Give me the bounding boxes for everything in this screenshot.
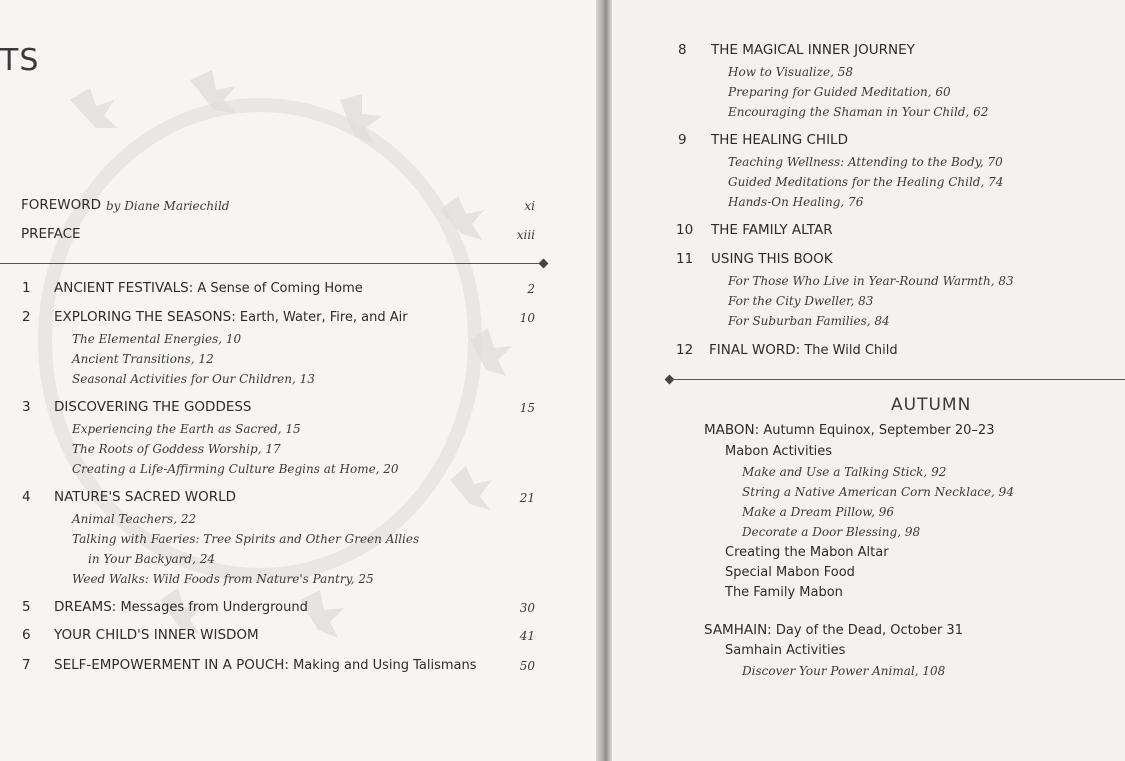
section-entry: For Suburban Families, 84 [728,314,890,328]
section-entry: Seasonal Activities for Our Children, 13 [72,372,315,386]
right-page [612,0,1125,761]
left-divider-rule [0,263,544,264]
chapter-page: 30 [519,601,535,615]
chapter-page: 15 [519,401,535,415]
chapter-title: YOUR CHILD'S INNER WISDOM [54,627,259,643]
chapter-page: 21 [519,491,535,505]
section-entry: Talking with Faeries: Tree Spirits and Other Green Allies [72,532,420,546]
chapter-title: SELF-EMPOWERMENT IN A POUCH: Making and Using Talismans [54,657,477,673]
section-entry: Preparing for Guided Meditation, 60 [728,85,951,99]
section-entry: Creating a Life-Affirming Culture Begins at Home, 20 [72,462,399,476]
foreword-page: xi [524,199,535,213]
section-entry-continued: in Your Backyard, 24 [88,552,215,566]
activity-entry: String a Native American Corn Necklace, 94 [742,485,1014,499]
foreword-title: FOREWORD [21,197,102,213]
chapter-number: 10 [676,222,694,238]
chapter-page: 10 [519,311,535,325]
activity-entry: Make and Use a Talking Stick, 92 [742,465,947,479]
right-divider-rule [670,379,1125,380]
chapter-number: 8 [678,42,687,58]
festival-group-label: Mabon Activities [725,444,833,459]
chapter-number: 11 [676,251,694,267]
section-entry: Encouraging the Shaman in Your Child, 62 [728,105,989,119]
preface-title: PREFACE [21,226,81,242]
festival-title: MABON: Autumn Equinox, September 20–23 [704,422,995,438]
chapter-number: 7 [22,657,31,673]
festival-title: SAMHAIN: Day of the Dead, October 31 [704,622,963,638]
chapter-title: NATURE'S SACRED WORLD [54,489,237,505]
preface-page: xiii [516,228,535,242]
chapter-number: 9 [678,132,687,148]
chapter-title: DISCOVERING THE GODDESS [54,399,252,415]
section-entry: Weed Walks: Wild Foods from Nature's Pantry, 25 [72,572,374,586]
chapter-title: EXPLORING THE SEASONS: Earth, Water, Fire, and Air [54,309,408,325]
section-entry: Hands-On Healing, 76 [728,195,864,209]
activity-entry: Make a Dream Pillow, 96 [742,505,894,519]
chapter-number: 2 [22,309,31,325]
section-entry: Ancient Transitions, 12 [72,352,214,366]
chapter-title: THE HEALING CHILD [711,132,848,148]
festival-group-label: Creating the Mabon Altar [725,545,889,560]
section-entry: For the City Dweller, 83 [728,294,874,308]
chapter-title: DREAMS: Messages from Underground [54,599,308,615]
chapter-number: 5 [22,599,31,615]
section-entry: For Those Who Live in Year-Round Warmth, 83 [728,274,1014,288]
chapter-number: 12 [676,342,694,358]
festival-group-label: Samhain Activities [725,643,846,658]
chapter-number: 4 [22,489,31,505]
section-entry: Teaching Wellness: Attending to the Body, 70 [728,155,1003,169]
section-entry: Animal Teachers, 22 [72,512,197,526]
left-divider-diamond [539,259,549,269]
chapter-title: FINAL WORD: The Wild Child [709,342,898,358]
contents-heading-fragment: TS [0,43,40,78]
season-heading: AUTUMN [891,395,972,415]
chapter-page: 2 [527,282,535,296]
chapter-title: THE FAMILY ALTAR [711,222,833,238]
chapter-title: USING THIS BOOK [711,251,833,267]
chapter-number: 3 [22,399,31,415]
section-entry: Experiencing the Earth as Sacred, 15 [72,422,301,436]
activity-entry: Discover Your Power Animal, 108 [742,664,946,678]
section-entry: The Roots of Goddess Worship, 17 [72,442,281,456]
decorative-figures-illustration [10,40,530,660]
chapter-title: THE MAGICAL INNER JOURNEY [711,42,915,58]
festival-group-label: The Family Mabon [725,585,843,600]
chapter-number: 1 [22,280,31,296]
festival-group-label: Special Mabon Food [725,565,855,580]
section-entry: The Elemental Energies, 10 [72,332,242,346]
chapter-number: 6 [22,627,31,643]
chapter-page: 50 [519,659,535,673]
foreword-byline: by Diane Mariechild [106,199,230,213]
activity-entry: Decorate a Door Blessing, 98 [742,525,921,539]
section-entry: How to Visualize, 58 [728,65,853,79]
section-entry: Guided Meditations for the Healing Child, 74 [728,175,1004,189]
chapter-page: 41 [519,629,535,643]
chapter-title: ANCIENT FESTIVALS: A Sense of Coming Home [54,280,363,296]
